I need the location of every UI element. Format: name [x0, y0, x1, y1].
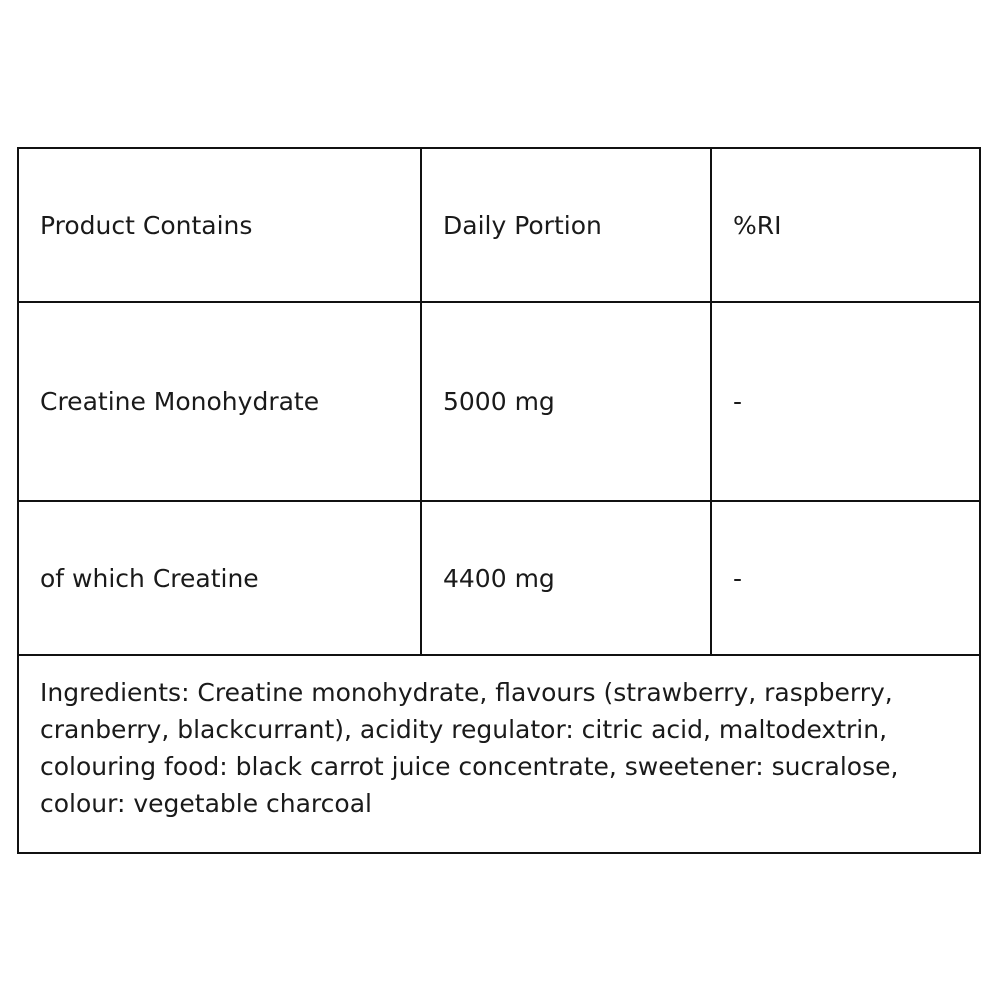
table-header-row — [18, 148, 980, 302]
row-product-name: of which Creatine — [18, 501, 421, 655]
ingredients-row — [18, 655, 980, 853]
nutrition-table — [17, 147, 981, 854]
row-daily-portion: 4400 mg — [421, 501, 711, 655]
table-row — [18, 302, 980, 501]
row-ri-percent: - — [711, 302, 980, 501]
table-row — [18, 501, 980, 655]
row-ri-percent: - — [711, 501, 980, 655]
row-daily-portion: 5000 mg — [421, 302, 711, 501]
header-ri-percent: %RI — [711, 148, 980, 302]
ingredients-text: Ingredients: Creatine monohydrate, flavours (strawberry, raspberry, cranberry, blackcurrant), acidity regulator: citric acid, maltodextrin, colouring food: black carrot juice concentrate, sweetener: sucralose, colour: vegetable charcoal — [18, 655, 980, 853]
header-daily-portion: Daily Portion — [421, 148, 711, 302]
header-product-contains: Product Contains — [18, 148, 421, 302]
row-product-name: Creatine Monohydrate — [18, 302, 421, 501]
